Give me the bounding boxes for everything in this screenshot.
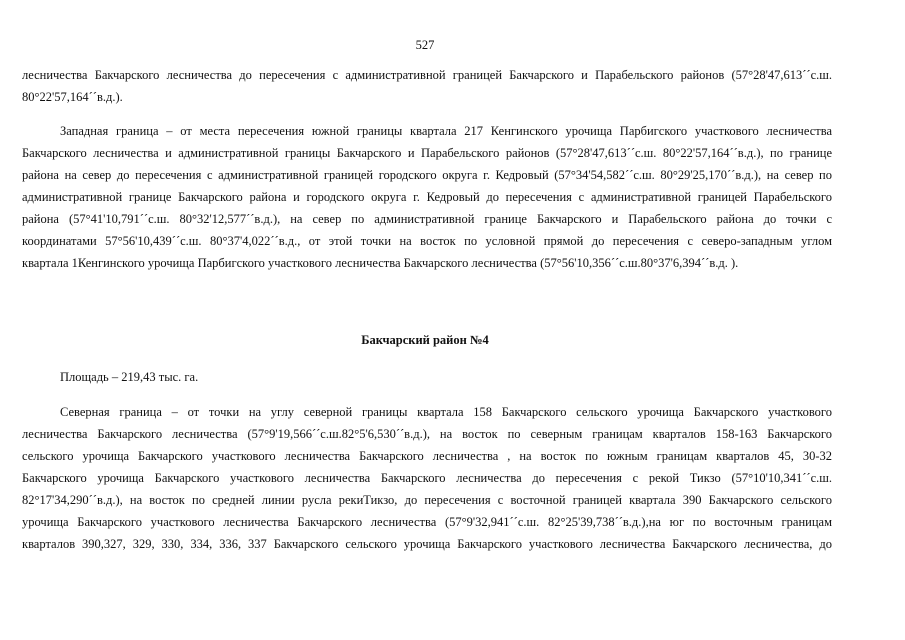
- text-line: Бакчарского урочища Бакчарского участкового лесничества Бакчарского лесничества до пересечения с рекой Тикзо (57°10'10,341´´с.ш.: [22, 471, 832, 485]
- page-number: 527: [415, 38, 435, 52]
- text-line: квартала 1Кенгинского урочища Парбигского участкового лесничества Бакчарского лесничества (57°56'10,356´´с.ш.80°37'6,394´´в.д. ).: [22, 256, 739, 270]
- text-line: 80°22'57,164´´в.д.).: [22, 90, 123, 104]
- text-line: района (57°41'10,791´´с.ш. 80°32'12,577´´в.д.), на север по административной границе Бакчарского и Парабельского района до точки с: [22, 212, 832, 226]
- section-title: Бакчарский район №4: [361, 333, 489, 347]
- text-line: сельского урочища Бакчарского участкового лесничества Бакчарского лесничества , на восток по южным границам кварталов 45, 30-32: [22, 449, 832, 463]
- text-line: административной границе Бакчарского района и городского округа г. Кедровый до пересечения с административной границей Парабельского: [22, 190, 832, 204]
- area-text: Площадь – 219,43 тыс. га.: [60, 370, 199, 384]
- text-line: кварталов 390,327, 329, 330, 334, 336, 337 Бакчарского сельского урочища Бакчарского участкового лесничества Бакчарского лесничества, до: [22, 537, 832, 551]
- text-line: Западная граница – от места пересечения южной границы квартала 217 Кенгинского урочища Парбигского участкового лесничества: [60, 124, 832, 138]
- text-line: Северная граница – от точки на углу северной границы квартала 158 Бакчарского сельского урочища Бакчарского участкового: [60, 405, 832, 419]
- text-line: Бакчарского лесничества и административной границы Бакчарского и Парабельского районов (57°28'47,613´´с.ш. 80°22'57,164´´в.д.), по границе: [22, 146, 832, 160]
- text-line: координатами 57°56'10,439´´с.ш. 80°37'4,022´´в.д., от этой точки на восток по условной прямой до пересечения с северо-западным углом: [22, 234, 832, 248]
- text-line: района на север до пересечения с административной границей городского округа г. Кедровый (57°34'54,582´´с.ш. 80°29'25,170´´в.д.), на север по: [22, 168, 832, 182]
- text-line: лесничества Бакчарского лесничества (57°9'19,566´´с.ш.82°5'6,530´´в.д.), на восток по северным границам кварталов 158-163 Бакчарского: [22, 427, 832, 441]
- text-line: 82°17'34,290´´в.д.), на восток по средней линии русла рекиТикзо, до пересечения с восточной границей квартала 390 Бакчарского сельского: [22, 493, 832, 507]
- text-line: лесничества Бакчарского лесничества до пересечения с административной границей Бакчарского и Парабельского районов (57°28'47,613´´с.ш.: [22, 68, 832, 82]
- text-line: урочища Бакчарского участкового лесничества Бакчарского лесничества (57°9'32,941´´с.ш. 82°25'39,738´´в.д.),на юг по восточным границам: [22, 515, 832, 529]
